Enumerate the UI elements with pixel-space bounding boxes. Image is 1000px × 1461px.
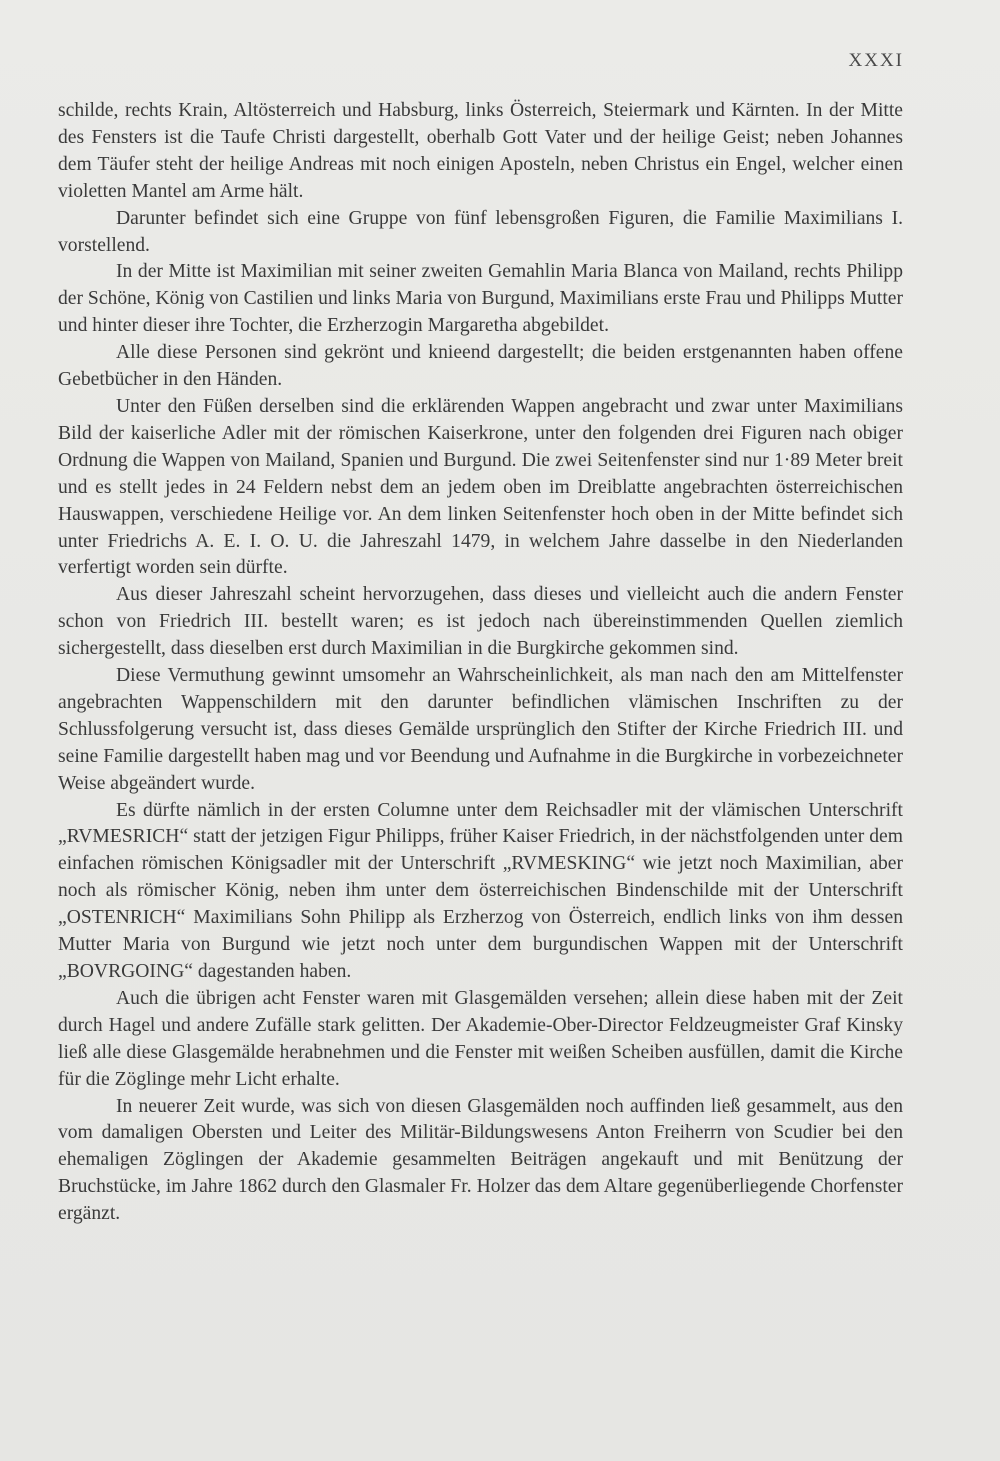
paragraph: In der Mitte ist Maximilian mit seiner zweiten Gemahlin Maria Blanca von Mailand, rechts Philipp der Schöne, König von Castilien und links Maria von Burgund, Maximilians erste Frau und Philipps Mutter und hinter dieser ihre Tochter, die Erzherzogin Margaretha abgebildet. [58,261,903,337]
paragraph-continuation: schilde, rechts Krain, Altösterreich und Habsburg, links Österreich, Steiermark und Kärnten. In der Mitte des Fensters ist die Taufe Christi dargestellt, oberhalb Gott Vater und der heilige Geist; neben Johannes dem Täufer steht der heilige Andreas mit noch einigen Aposteln, neben Christus ein Engel, welcher einen violetten Mantel am Arme hält. [58,100,903,202]
paragraph: Diese Vermuthung gewinnt umsomehr an Wahrscheinlichkeit, als man nach den am Mittelfenster angebrachten Wappenschildern mit den darunter befindlichen vlämischen Inschriften zu der Schlussfolgerung versucht ist, dass dieses Gemälde ursprünglich den Stifter der Kirche Friedrich III. und seine Familie dargestellt haben mag und vor Beendung und Aufnahme in die Burgkirche in vorbezeichneter Weise abgeändert wurde. [58,665,903,794]
paragraph: Unter den Füßen derselben sind die erklärenden Wappen angebracht und zwar unter Maximilians Bild der kaiserliche Adler mit der römischen Kaiserkrone, unter den folgenden drei Figuren nach obiger Ordnung die Wappen von Mailand, Spanien und Burgund. Die zwei Seitenfenster sind nur 1·89 Meter breit und es stellt jedes in 24 Feldern nebst dem an jedem oben im Dreiblatte angebrachten österreichischen Hauswappen, verschiedene Heilige vor. An dem linken Seitenfenster hoch oben in der Mitte befindet sich unter Friedrichs A. E. I. O. U. die Jahreszahl 1479, in welchem Jahre dasselbe in den Niederlanden verfertigt worden sein dürfte. [58,395,903,579]
paragraph: Alle diese Personen sind gekrönt und knieend dargestellt; die beiden erstgenannten haben offene Gebetbücher in den Händen. [58,342,903,391]
body-text [58,98,903,1228]
paragraph: Auch die übrigen acht Fenster waren mit Glasgemälden versehen; allein diese haben mit der Zeit durch Hagel und andere Zufälle stark gelitten. Der Akademie-Ober-Director Feldzeugmeister Graf Kinsky ließ alle diese Glasgemälde herabnehmen und die Fenster mit weißen Scheiben ausfüllen, damit die Kirche für die Zöglinge mehr Licht erhalte. [58,987,903,1090]
paragraph: In neuerer Zeit wurde, was sich von diesen Glasgemälden noch auffinden ließ gesammelt, aus den vom damaligen Obersten und Leiter des Militär-Bildungswesens Anton Freiherrn von Scudier bei den ehemaligen Zöglingen der Akademie gesammelten Beiträgen angekauft und mit Benützung der Bruchstücke, im Jahre 1862 durch den Glasmaler Fr. Holzer das dem Altare gegenüberliegende Chorfenster ergänzt. [58,1095,903,1225]
paragraph: Aus dieser Jahreszahl scheint hervorzugehen, dass dieses und vielleicht auch die andern Fenster schon von Friedrich III. bestellt waren; es ist jedoch nach übereinstimmenden Quellen ziemlich sichergestellt, dass dieselben erst durch Maximilian in die Burgkirche gekommen sind. [58,584,903,660]
page-number: XXXI [848,50,904,71]
paragraph: Es dürfte nämlich in der ersten Columne unter dem Reichsadler mit der vlämischen Unterschrift „RVMESRICH“ statt der jetzigen Figur Philipps, früher Kaiser Friedrich, in der nächstfolgenden unter dem einfachen römischen Königsadler mit der Unterschrift „RVMESKING“ wie jetzt noch Maximilian, aber noch als römischer König, neben ihm unter dem österreichischen Bindenschilde mit der Unterschrift „OSTENRICH“ Maximilians Sohn Philipp als Erzherzog von Österreich, endlich links von ihm dessen Mutter Maria von Burgund wie jetzt noch unter dem burgundischen Wappen mit der Unterschrift „BOVRGOING“ dagestanden haben. [58,799,903,982]
paragraph: Darunter befindet sich eine Gruppe von fünf lebensgroßen Figuren, die Familie Maximilians I. vorstellend. [58,207,903,256]
